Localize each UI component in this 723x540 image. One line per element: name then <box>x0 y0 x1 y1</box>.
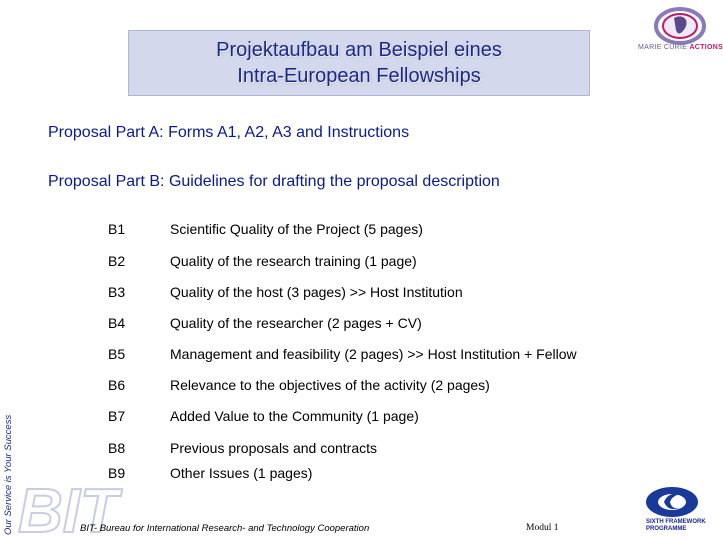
mca-text-accent: ACTIONS <box>689 44 723 51</box>
item-code: B3 <box>108 284 126 300</box>
mca-text-main: MARIE CURIE <box>638 44 688 51</box>
footer-organization: BIT- Bureau for International Research- and Technology Cooperation <box>80 523 370 534</box>
item-code: B6 <box>108 377 126 393</box>
fp6-text-line2: PROGRAMME <box>646 526 687 532</box>
fp6-logo-icon <box>642 484 702 520</box>
item-text: Quality of the host (3 pages) >> Host Institution <box>170 284 463 300</box>
list-item <box>108 253 417 269</box>
sidebar-slogan: Our Service is Your Success <box>3 414 14 535</box>
proposal-part-b: Proposal Part B: Guidelines for drafting the proposal description <box>48 173 500 190</box>
list-item <box>108 465 312 481</box>
list-item <box>108 440 377 456</box>
item-code: B4 <box>108 315 126 331</box>
list-item <box>108 346 577 362</box>
item-text: Previous proposals and contracts <box>170 440 377 456</box>
item-code: B9 <box>108 465 126 481</box>
footer-module: Modul 1 <box>526 523 559 533</box>
list-item <box>108 408 419 424</box>
svg-text:BIT: BIT <box>18 477 118 540</box>
item-code: B1 <box>108 221 126 237</box>
list-item <box>108 377 490 393</box>
item-text: Quality of the researcher (2 pages + CV) <box>170 315 422 331</box>
list-item <box>108 315 422 331</box>
fp6-text-line1: SIXTH FRAMEWORK <box>646 519 706 525</box>
item-code: B8 <box>108 440 126 456</box>
item-text: Management and feasibility (2 pages) >> Host Institution + Fellow <box>170 346 577 362</box>
title-line-2: Intra-European Fellowships <box>237 65 481 87</box>
item-text: Other Issues (1 pages) <box>170 465 313 481</box>
item-code: B7 <box>108 408 126 424</box>
title-box <box>128 30 590 96</box>
title-line-1: Projektaufbau am Beispiel eines <box>216 39 502 61</box>
item-text: Added Value to the Community (1 page) <box>170 408 419 424</box>
list-item <box>108 221 423 237</box>
list-item <box>108 284 463 300</box>
item-text: Scientific Quality of the Project (5 pages) <box>170 221 423 237</box>
item-code: B5 <box>108 346 126 362</box>
fp6-logo-text <box>646 519 706 533</box>
item-text: Quality of the research training (1 page) <box>170 253 417 269</box>
item-text: Relevance to the objectives of the activity (2 pages) <box>170 377 490 393</box>
item-code: B2 <box>108 253 126 269</box>
marie-curie-logo-text <box>638 44 723 51</box>
proposal-part-a: Proposal Part A: Forms A1, A2, A3 and Instructions <box>48 124 410 141</box>
